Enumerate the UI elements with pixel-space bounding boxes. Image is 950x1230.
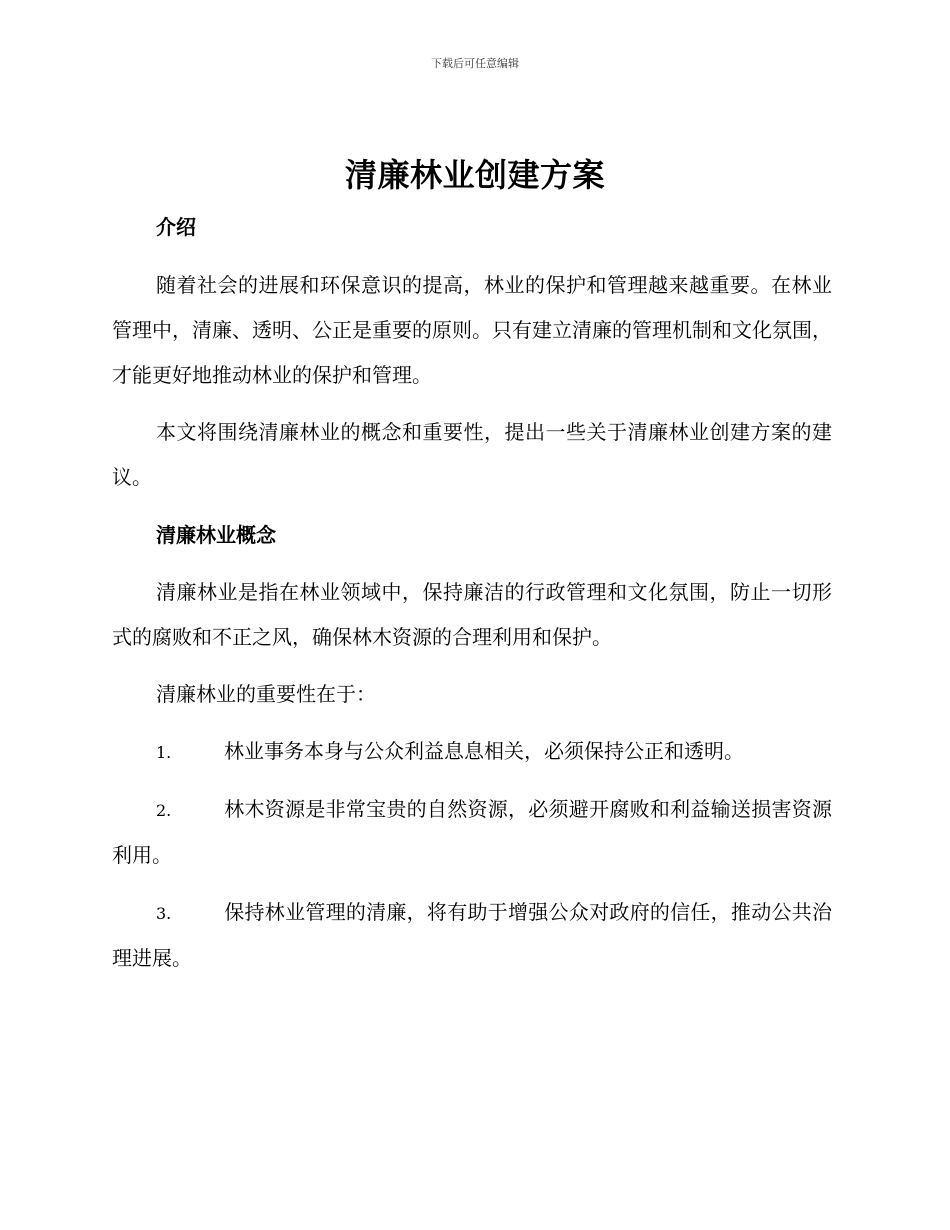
- section-heading-concept: 清廉林业概念: [156, 523, 276, 547]
- list-item-text: 林业事务本身与公众利益息息相关，必须保持公正和透明。: [224, 739, 744, 763]
- list-item-text: 保持林业管理的清廉，将有助于增强公众对政府的信任，推动公共治理进展。: [112, 900, 832, 970]
- document-title: 清廉林业创建方案: [344, 156, 605, 194]
- list-item-number: 2.: [156, 801, 172, 820]
- intro-paragraph-2: 本文将围绕清廉林业的概念和重要性，提出一些关于清廉林业创建方案的建议。: [112, 420, 832, 489]
- list-item: [112, 729, 832, 775]
- concept-paragraph-2: 清廉林业的重要性在于：: [156, 682, 376, 706]
- list-item-text: 林木资源是非常宝贵的自然资源，必须避开腐败和利益输送损害资源利用。: [112, 797, 832, 867]
- concept-paragraph-1: 清廉林业是指在林业领域中，保持廉洁的行政管理和文化氛围，防止一切形式的腐败和不正之风，确保林木资源的合理利用和保护。: [112, 580, 832, 649]
- list-item: [112, 890, 832, 981]
- header-note: 下载后可任意编辑: [431, 57, 519, 70]
- list-item: [112, 787, 832, 878]
- section-heading-intro: 介绍: [156, 215, 196, 239]
- list-item-number: 1.: [156, 743, 172, 762]
- document-body: [112, 205, 832, 993]
- list-item-number: 3.: [156, 904, 172, 923]
- intro-paragraph-1: 随着社会的进展和环保意识的提高，林业的保护和管理越来越重要。在林业管理中，清廉、透明、公正是重要的原则。只有建立清廉的管理机制和文化氛围，才能更好地推动林业的保护和管理。: [112, 273, 832, 387]
